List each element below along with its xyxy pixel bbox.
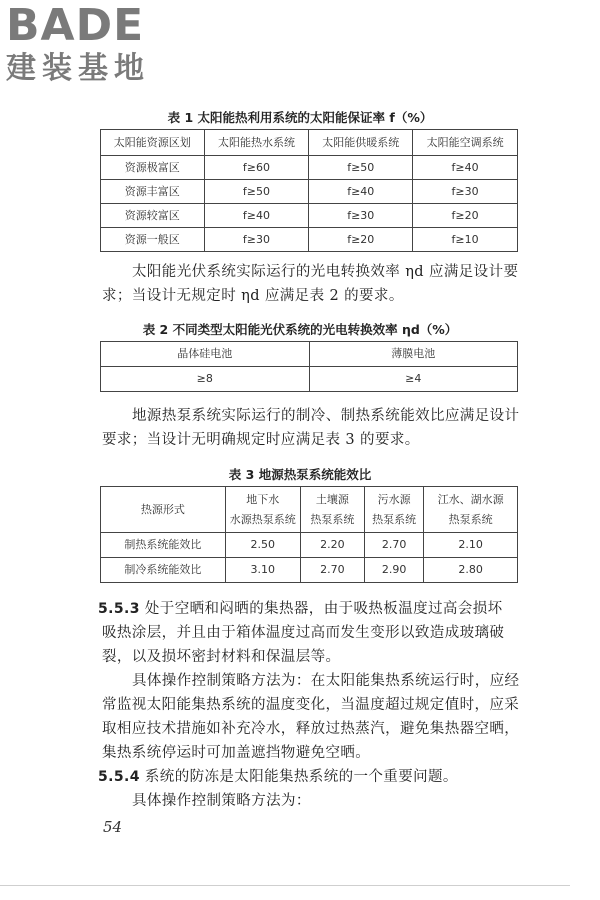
- text-line: 集热系统停运时可加盖遮挡物避免空晒。: [102, 745, 371, 761]
- table3-cell: 2.70: [365, 533, 424, 558]
- table2-cell: ≥4: [309, 367, 518, 392]
- table1: [100, 129, 518, 252]
- table-row: [101, 533, 518, 558]
- table-row: [101, 204, 518, 228]
- table2-header-cell: 薄膜电池: [309, 342, 518, 367]
- table1-header-cell: 太阳能空调系统: [413, 130, 518, 156]
- header-line: 地下水: [246, 492, 280, 506]
- table3-row-label: 制热系统能效比: [101, 533, 226, 558]
- table3-cell: 2.50: [225, 533, 300, 558]
- table2-header-row: [101, 342, 518, 367]
- table3-cell: 2.90: [365, 558, 424, 583]
- table1-cell: f≥40: [309, 180, 413, 204]
- table2: [100, 341, 518, 392]
- table1-cell: 资源一般区: [101, 228, 205, 252]
- table3-cell: 2.20: [300, 533, 364, 558]
- table3-header-label: 热源形式: [101, 487, 226, 533]
- table1-cell: f≥60: [204, 156, 309, 180]
- logo-wordmark: BADE: [6, 0, 145, 51]
- table-row: [101, 228, 518, 252]
- page-number: 54: [103, 818, 123, 836]
- text-line: 常监视太阳能集热系统的温度变化，当温度超过规定值时，应采: [102, 697, 520, 713]
- table1-cell: f≥20: [309, 228, 413, 252]
- table1-cell: f≥30: [309, 204, 413, 228]
- table3-header-row: [101, 487, 518, 533]
- table1-cell: 资源极富区: [101, 156, 205, 180]
- logo-subtitle: 建装基地: [6, 51, 150, 86]
- table3-cell: 3.10: [225, 558, 300, 583]
- table-row: [101, 156, 518, 180]
- header-line: 水源热泵系统: [229, 512, 296, 526]
- table-row: [101, 367, 518, 392]
- table1-cell: f≥30: [204, 228, 309, 252]
- section-5-5-3: [98, 597, 522, 813]
- header-line: 土壤源: [315, 492, 349, 506]
- table1-cell: 资源较富区: [101, 204, 205, 228]
- table1-caption: 表 1 太阳能热利用系统的太阳能保证率 f（%）: [167, 110, 433, 125]
- table3-caption: 表 3 地源热泵系统能效比: [228, 467, 372, 482]
- text-line: 裂，以及损坏密封材料和保温层等。: [102, 649, 341, 665]
- table3-row-label: 制冷系统能效比: [101, 558, 226, 583]
- table3: [100, 486, 518, 583]
- table1-header-cell: 太阳能资源区划: [101, 130, 205, 156]
- table1-header-row: [101, 130, 518, 156]
- table1-header-cell: 太阳能供暖系统: [309, 130, 413, 156]
- table2-caption: 表 2 不同类型太阳能光伏系统的光电转换效率 ηd（%）: [142, 322, 458, 337]
- text-line: 求；当设计无规定时 ηd 应满足表 2 的要求。: [102, 288, 404, 304]
- site-logo: [6, 0, 150, 86]
- text-line: 要求；当设计无明确规定时应满足表 3 的要求。: [102, 432, 420, 448]
- section-text: 系统的防冻是太阳能集热系统的一个重要问题。: [144, 769, 458, 785]
- table1-header-cell: 太阳能热水系统: [204, 130, 309, 156]
- table1-cell: f≥20: [413, 204, 518, 228]
- header-line: 热泵系统: [372, 512, 417, 526]
- photovoltaic-paragraph: [102, 260, 522, 308]
- table3-header-cell: [365, 487, 424, 533]
- table3-cell: 2.10: [424, 533, 518, 558]
- header-line: 热泵系统: [448, 512, 493, 526]
- table2-header-cell: 晶体硅电池: [101, 342, 310, 367]
- section-number: 5.5.4: [98, 769, 140, 785]
- table1-cell: f≥40: [413, 156, 518, 180]
- table3-cell: 2.70: [300, 558, 364, 583]
- table1-cell: f≥40: [204, 204, 309, 228]
- text-line: [98, 765, 522, 789]
- section-text: 处于空晒和闷晒的集热器，由于吸热板温度过高会损坏: [144, 601, 503, 617]
- text-line: 具体操作控制策略方法为：: [132, 793, 311, 809]
- table2-cell: ≥8: [101, 367, 310, 392]
- header-line: 热泵系统: [310, 512, 355, 526]
- table-row: [101, 558, 518, 583]
- text-line: 地源热泵系统实际运行的制冷、制热系统能效比应满足设计: [132, 408, 520, 424]
- text-line: 具体操作控制策略方法为：在太阳能集热系统运行时，应经: [132, 673, 520, 689]
- table1-cell: f≥10: [413, 228, 518, 252]
- section-number: 5.5.3: [98, 601, 140, 617]
- text-line: [98, 597, 522, 621]
- text-line: 太阳能光伏系统实际运行的光电转换效率 ηd 应满足设计要: [132, 264, 519, 280]
- table-row: [101, 180, 518, 204]
- table3-header-cell: [424, 487, 518, 533]
- table1-cell: f≥50: [309, 156, 413, 180]
- table3-header-cell: [300, 487, 364, 533]
- table1-cell: f≥30: [413, 180, 518, 204]
- text-line: 取相应技术措施如补充冷水，释放过热蒸汽，避免集热器空晒，: [102, 721, 520, 737]
- table3-header-cell: [225, 487, 300, 533]
- table1-cell: 资源丰富区: [101, 180, 205, 204]
- table3-cell: 2.80: [424, 558, 518, 583]
- heat-pump-paragraph: [102, 404, 522, 452]
- header-line: 污水源: [377, 492, 411, 506]
- table1-cell: f≥50: [204, 180, 309, 204]
- text-line: 吸热涂层，并且由于箱体温度过高而发生变形以致造成玻璃破: [102, 625, 505, 641]
- footer-divider: [0, 885, 570, 886]
- header-line: 江水、湖水源: [437, 492, 504, 506]
